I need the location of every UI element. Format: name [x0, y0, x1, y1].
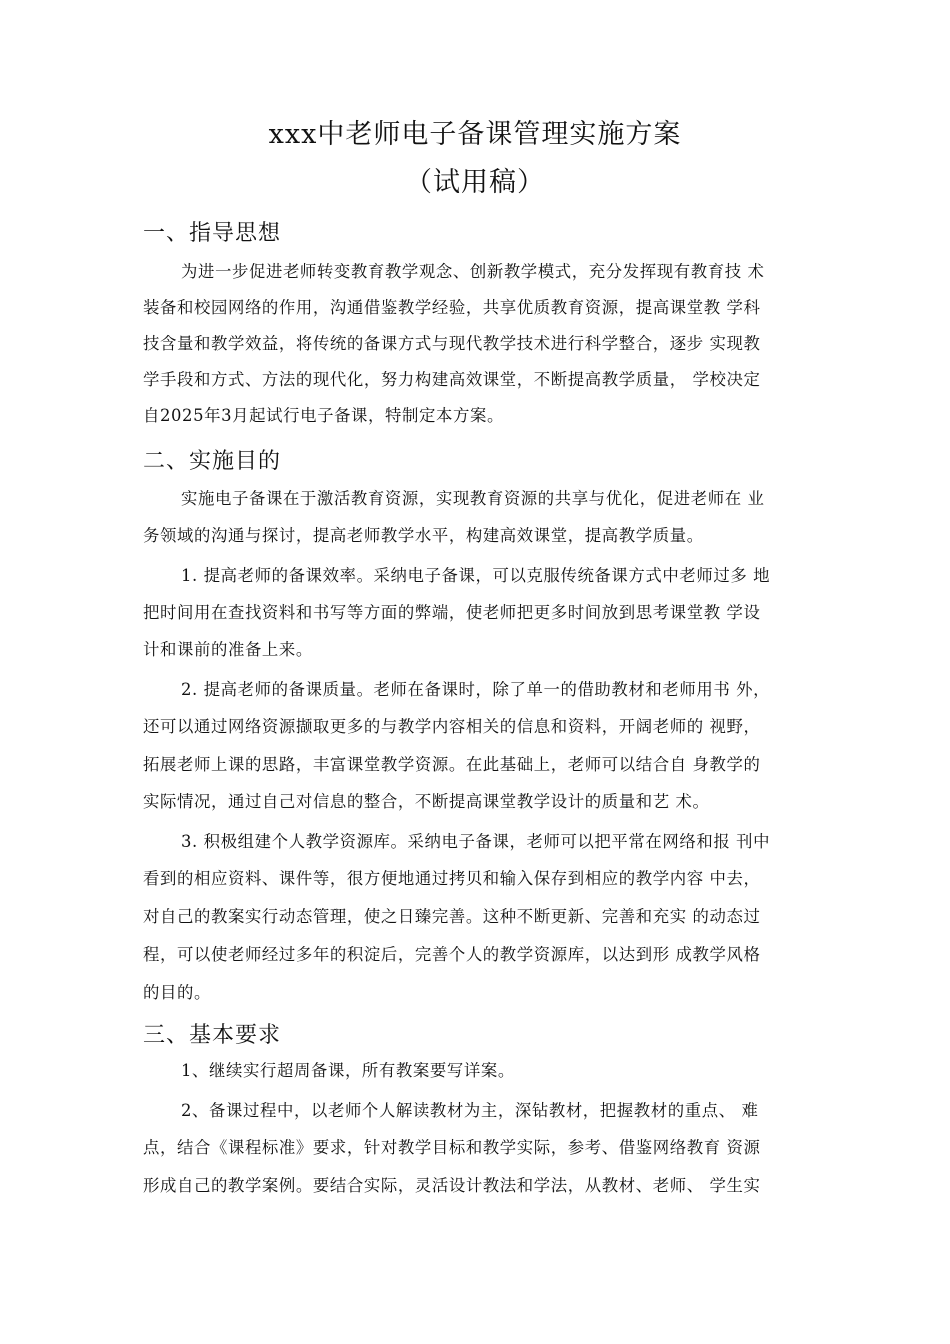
paragraph-line: 装备和校园网络的作用，沟通借鉴教学经验，共享优质教育资源，提高课堂教 学科 [143, 298, 761, 317]
section-heading-guiding-ideology: 一、指导思想 [143, 221, 282, 246]
paragraph-line: 把时间用在查找资料和书写等方面的弊端，使老师把更多时间放到思考课堂教 学设 [143, 603, 761, 622]
paragraph-line: 对自己的教案实行动态管理，使之日臻完善。这种不断更新、完善和充实 的动态过 [143, 907, 761, 926]
paragraph-line: 2、备课过程中，以老师个人解读教材为主，深钻教材，把握教材的重点、 难 [181, 1101, 759, 1120]
document-subtitle: （试用稿） [405, 167, 545, 198]
paragraph-line: 程，可以使老师经过多年的积淀后，完善个人的教学资源库，以达到形 成教学风格 [143, 945, 761, 964]
paragraph-line: 2. 提高老师的备课质量。老师在备课时，除了单一的借助教材和老师用书 外， [181, 680, 771, 699]
paragraph-line: 计和课前的准备上来。 [143, 640, 313, 659]
document-title: xxx中老师电子备课管理实施方案 [268, 119, 682, 150]
section-heading-implementation-purpose: 二、实施目的 [143, 449, 282, 474]
paragraph-line: 为进一步促进老师转变教育教学观念、创新教学模式，充分发挥现有教育技 术 [181, 262, 765, 281]
paragraph-line: 拓展老师上课的思路，丰富课堂教学资源。在此基础上，老师可以结合自 身教学的 [143, 755, 761, 774]
paragraph-line: 3. 积极组建个人教学资源库。采纳电子备课，老师可以把平常在网络和报 刊中 [181, 832, 771, 851]
paragraph-line: 务领域的沟通与探讨，提高老师教学水平，构建高效课堂，提高教学质量。 [143, 526, 704, 545]
paragraph-line: 技含量和教学效益，将传统的备课方式与现代教学技术进行科学整合，逐步 实现教 [143, 334, 761, 353]
section-heading-basic-requirements: 三、基本要求 [143, 1023, 282, 1048]
paragraph-line: 学手段和方式、方法的现代化，努力构建高效课堂，不断提高教学质量， 学校决定 [143, 370, 761, 389]
paragraph-line: 点，结合《课程标准》要求，针对教学目标和教学实际，参考、借鉴网络教育 资源 [143, 1138, 761, 1157]
paragraph-line: 实施电子备课在于激活教育资源，实现教育资源的共享与优化，促进老师在 业 [181, 489, 765, 508]
paragraph-line: 还可以通过网络资源撷取更多的与教学内容相关的信息和资料，开阔老师的 视野， [143, 717, 761, 736]
paragraph-line: 形成自己的教学案例。要结合实际，灵活设计教法和学法，从教材、老师、 学生实 [143, 1176, 761, 1195]
paragraph-line: 1. 提高老师的备课效率。采纳电子备课，可以克服传统备课方式中老师过多 地 [181, 566, 771, 585]
paragraph-line: 1、继续实行超周备课，所有教案要写详案。 [181, 1061, 515, 1080]
paragraph-line: 实际情况，通过自己对信息的整合，不断提高课堂教学设计的质量和艺 术。 [143, 792, 710, 811]
paragraph-line: 自2025年3月起试行电子备课，特制定本方案。 [143, 406, 504, 425]
paragraph-line: 的目的。 [143, 983, 211, 1002]
paragraph-line: 看到的相应资料、课件等，很方便地通过拷贝和输入保存到相应的教学内容 中去， [143, 869, 761, 888]
